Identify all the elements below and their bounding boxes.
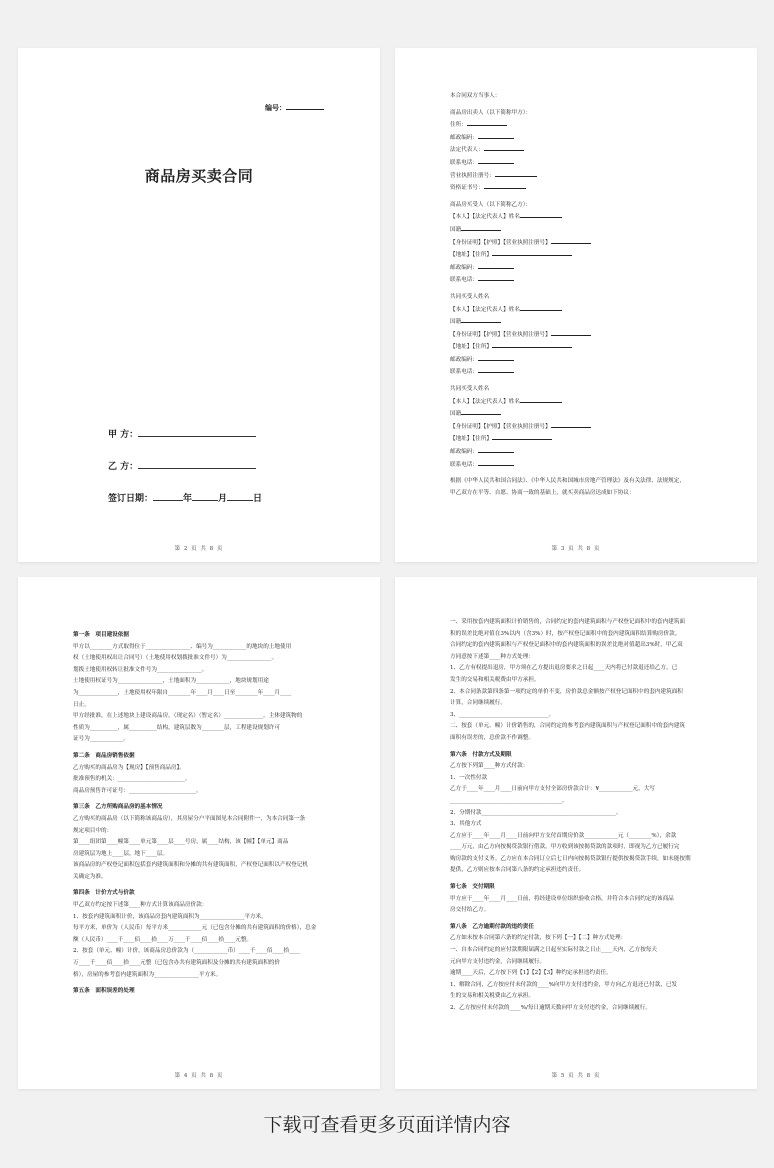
contract-line xyxy=(450,224,717,237)
page-footer: 第 4 页 共 8 页 xyxy=(174,1073,224,1079)
line-text: 每平方米，单价为（人民币）每平方米____________元（已包含分摊的共有建筑面积的价格），总金 xyxy=(73,925,317,932)
contract-line xyxy=(73,912,340,924)
line-text: 第五条 面积误差的处理 xyxy=(73,988,135,995)
article-heading xyxy=(450,750,717,762)
line-text: 二、按套（单元、幢）计价销售的，合同约定的参考套内建筑面积与产权登记面积中的套内建筑 xyxy=(450,723,685,730)
contract-line xyxy=(450,831,717,843)
line-text: 1、按套内建筑面积计价，该商品房套内建筑面积为________________平方米， xyxy=(73,913,267,920)
contract-title: 商品房买卖合同 xyxy=(144,167,254,185)
line-text: ________________________________________。 xyxy=(450,797,568,804)
contract-line xyxy=(450,773,717,785)
line-text: 提供，乙方则应按本合同第八条的约定承担违约责任。 xyxy=(450,867,585,874)
line-text: 国籍 xyxy=(450,411,462,418)
article-heading xyxy=(73,802,340,814)
contract-number: 编号： xyxy=(265,103,324,113)
blank-underline xyxy=(478,459,514,466)
contract-line xyxy=(450,262,717,275)
contract-line xyxy=(450,132,717,145)
contract-line xyxy=(73,860,340,872)
contract-line xyxy=(450,933,717,945)
contract-line xyxy=(450,200,717,212)
contract-line xyxy=(450,663,717,675)
page-footer: 第 3 页 共 8 页 xyxy=(551,546,601,552)
contract-line xyxy=(73,786,340,798)
party-a-field: 甲 方： xyxy=(108,427,256,440)
blank-underline xyxy=(484,182,526,189)
contract-line xyxy=(450,108,717,120)
contract-line xyxy=(450,329,717,342)
contract-line xyxy=(73,723,340,735)
contract-line xyxy=(73,872,340,884)
line-text: 土地使用权证号为________________，土地面积为____________，地块规划用途 xyxy=(73,678,269,685)
contract-line xyxy=(73,958,340,970)
articles-text xyxy=(450,617,717,1015)
line-text: 营业执照注册号： xyxy=(450,172,495,179)
line-text: 积的误差比绝对值在3%以内（含3%）时，按产权登记面积中的套内建筑面积结算购房价款。 xyxy=(450,630,681,637)
contract-line xyxy=(73,653,340,665)
contract-line xyxy=(450,865,717,877)
contract-line xyxy=(450,698,717,710)
contract-line xyxy=(73,688,340,700)
contract-line xyxy=(450,945,717,957)
contract-line xyxy=(450,652,717,664)
contract-line xyxy=(450,488,717,500)
contract-line xyxy=(450,170,717,183)
contract-line xyxy=(450,91,717,103)
parties-text xyxy=(450,91,717,499)
contract-line xyxy=(450,854,717,866)
contract-line xyxy=(450,237,717,250)
contract-line xyxy=(73,837,340,849)
contract-line xyxy=(73,900,340,912)
contract-line xyxy=(450,249,717,262)
contract-line xyxy=(450,433,717,446)
contract-line xyxy=(450,675,717,687)
line-text: 生的交易和相关税费由乙方承担。 xyxy=(450,993,534,1000)
articles-text xyxy=(73,630,340,998)
line-text: 邮政编码： xyxy=(450,134,478,141)
contract-line xyxy=(73,711,340,723)
line-text: 3、其他方式 xyxy=(450,821,482,828)
line-text: 房建筑层为地上____层，地下____层。 xyxy=(73,850,169,857)
line-text: 乙方按下列第____种方式付款： xyxy=(450,763,529,770)
contract-line xyxy=(450,292,717,304)
contract-page-articles-5-8 xyxy=(395,577,757,1089)
contract-line xyxy=(450,341,717,354)
contract-line xyxy=(450,384,717,396)
contract-line xyxy=(450,733,717,745)
line-text: 一、自本合同约定的应付款期限届满之日起至实际付款之日止____天内，乙方按每天 xyxy=(450,947,657,954)
contract-line xyxy=(73,923,340,935)
blank-underline xyxy=(495,170,537,177)
blank-underline xyxy=(520,211,562,218)
line-text: 国籍 xyxy=(450,226,462,233)
contract-line xyxy=(450,710,717,722)
line-text: 2、乙方按应付未付款的____%/每日逾期天数向甲方支付违约金，合同继续履行。 xyxy=(450,1005,651,1011)
page-footer: 第 2 页 共 8 页 xyxy=(174,546,224,552)
contract-line xyxy=(450,957,717,969)
line-text: 为______________，土地使用权年限自________年____月____日至________年____月____ xyxy=(73,689,292,696)
contract-line xyxy=(73,849,340,861)
blank-underline xyxy=(461,408,501,415)
line-text: 该商品房的产权登记面积包括套内建筑面积和分摊的共有建筑面积，产权登记面积以产权登记机 xyxy=(73,862,308,869)
line-text: 商品房买受人（以下简称乙方）： xyxy=(450,201,532,208)
line-text: 【地址】【住所】 xyxy=(450,252,492,259)
line-text: 计算，合同继续履行。 xyxy=(450,700,506,707)
line-text: 【身份证明】【护照】【营业执照注册号】 xyxy=(450,331,551,338)
line-text: 国籍 xyxy=(450,319,462,326)
contract-line xyxy=(450,446,717,459)
contract-line xyxy=(450,316,717,329)
line-text: 联系电话： xyxy=(450,159,478,166)
blank-underline xyxy=(467,119,507,126)
contract-line xyxy=(73,642,340,654)
line-text: 【本人】【法定代表人】姓名 xyxy=(450,214,520,221)
party-b-field: 乙 方： xyxy=(108,459,256,472)
line-text: 第六条 付款方式及期限 xyxy=(450,751,512,758)
line-text: 批准预售的机关：________________________。 xyxy=(73,776,191,783)
contract-line xyxy=(450,396,717,409)
blank-underline xyxy=(520,304,562,311)
contract-line xyxy=(450,157,717,170)
line-text: 【身份证明】【护照】【营业执照注册号】 xyxy=(450,423,551,430)
contract-line xyxy=(73,676,340,688)
contract-line xyxy=(450,687,717,699)
article-heading xyxy=(450,882,717,894)
contract-line xyxy=(450,905,717,917)
line-text: 关确定为准。 xyxy=(73,873,107,880)
line-text: 1、乙方有权提出退房，甲方须在乙方提出退房要求之日起____天内将已付款退还给乙方，已 xyxy=(450,665,678,672)
line-text: 第四条 计价方式与价款 xyxy=(73,890,135,897)
article-heading xyxy=(73,751,340,763)
blank-underline xyxy=(461,224,501,231)
contract-line xyxy=(450,366,717,379)
blank-underline xyxy=(551,237,591,244)
blank-underline xyxy=(520,396,562,403)
contract-line xyxy=(450,784,717,796)
contract-line xyxy=(450,968,717,980)
line-text: 2、按套（单元、幢）计价，该商品房总价款为（____________币）____千____佰____拾____ xyxy=(73,948,301,955)
line-text: ____万元，由乙方向按揭贷款银行借款，甲方收到该按揭贷款的款项时，即视为乙方已履行完 xyxy=(450,844,680,851)
blank-underline xyxy=(492,249,572,256)
line-text: 第三条 乙方所购商品房的基本情况 xyxy=(73,804,163,811)
blank-underline xyxy=(478,132,514,139)
line-text: 规定项目中的： xyxy=(73,827,113,834)
line-text: 根据《中华人民共和国合同法》、《中华人民共和国城市房地产管理法》及有关法律、法规规定， xyxy=(450,478,685,485)
contract-line xyxy=(450,640,717,652)
line-text: 1、解除合同，乙方按应付未付款的____%向甲方支付违约金，甲方向乙方退还已付款，已发 xyxy=(450,981,678,988)
article-heading xyxy=(450,922,717,934)
line-text: 【地址】【住所】 xyxy=(450,436,492,443)
contract-line xyxy=(450,808,717,820)
line-text: 邮政编码： xyxy=(450,356,478,363)
blank-underline xyxy=(492,341,572,348)
line-text: 逾期____天后，乙方按下列【1】【2】【3】种约定承担违约责任。 xyxy=(450,970,612,977)
line-text: 第七条 交付期限 xyxy=(450,884,495,891)
contract-line xyxy=(450,119,717,132)
line-text: 合同约定的套内建筑面积与产权登记面积中的套内建筑面积的误差比绝对值超出3%时，甲乙双 xyxy=(450,642,683,649)
line-text: 商品房出卖人（以下简称甲方）： xyxy=(450,109,532,116)
blank-underline xyxy=(478,354,514,361)
blank-underline xyxy=(492,433,552,440)
article-heading xyxy=(73,888,340,900)
line-text: 元向甲方支付违约金，合同继续履行。 xyxy=(450,958,546,965)
blank-underline xyxy=(478,366,514,373)
contract-line xyxy=(450,274,717,287)
blank-underline xyxy=(551,329,591,336)
contract-line xyxy=(450,721,717,733)
contract-line xyxy=(450,991,717,1003)
line-text: 1、一次性付款 xyxy=(450,774,488,781)
line-text: 甲方以________方式取得位于________________、编号为____________的地块的土地使用 xyxy=(73,643,292,650)
line-text: 乙方应于____年____月____日前向甲方支付首期房价款____________元（________%），余款 xyxy=(450,832,677,839)
line-text: 额（人民币）____千____佰____拾____万____千____佰____拾____元整。 xyxy=(73,936,253,943)
line-text: 万____千____佰____拾____元整（已包含办共有建筑面积及分摊的共有建筑面积的价 xyxy=(73,960,280,967)
line-text: 甲乙双方约定按下述第____种方式计算该商品房价款： xyxy=(73,902,208,909)
contract-line xyxy=(73,665,340,677)
contract-line xyxy=(450,842,717,854)
contract-line xyxy=(73,763,340,775)
line-text: 乙方购买的商品房（以下简称该商品房），其房屋分户平面图见本合同附件一，为本合同第一条 xyxy=(73,815,306,822)
line-text: 联系电话： xyxy=(450,277,478,284)
contract-line xyxy=(450,761,717,773)
contract-line xyxy=(73,935,340,947)
line-text: 第____组团第____幢第____单元第____层____号房，属____结构，该【幢】【单元】商品 xyxy=(73,839,289,846)
line-text: 【本人】【法定代表人】姓名 xyxy=(450,306,520,313)
line-text: 联系电话： xyxy=(450,461,478,468)
contract-page-articles-1-5 xyxy=(18,577,380,1089)
line-text: 发生的交易和相关税费由甲方承担。 xyxy=(450,676,540,683)
contract-line xyxy=(73,734,340,746)
contract-line xyxy=(450,304,717,317)
contract-line xyxy=(450,796,717,808)
line-text: 邮政编码： xyxy=(450,264,478,271)
line-text: 资格证书号： xyxy=(450,185,484,192)
blank-underline xyxy=(478,157,514,164)
contract-line xyxy=(450,617,717,629)
line-text: 法定代表人： xyxy=(450,147,484,154)
contract-line xyxy=(450,144,717,157)
line-text: 甲方经批准，在上述地块上建设商品房，（现定名）（暂定名）______________。主体建筑物的 xyxy=(73,713,303,720)
line-text: 第二条 商品房销售依据 xyxy=(73,752,135,759)
line-text: 共同买受人姓名 xyxy=(450,293,490,300)
contract-line xyxy=(450,819,717,831)
line-text: 【身份证明】【护照】【营业执照注册号】 xyxy=(450,239,551,246)
line-text: 第一条 项目建设依据 xyxy=(73,632,129,638)
blank-underline xyxy=(478,262,514,269)
line-text: 2、分期付款________________________________________________。 xyxy=(450,809,622,816)
line-text: 2、本合同条款第四条第一项约定的单价不变，房价款总金额按产权登记面积中的套内建筑面积 xyxy=(450,688,683,695)
line-text: 甲方应于____年____月____日前，将经建设单位组织验收合格，并符合本合同约定的该商品 xyxy=(450,895,674,902)
line-text: 购房款的支付义务。乙方应在本合同订立后七日内向按揭贷款银行提供按揭贷款手续，如未能按期 xyxy=(450,855,691,862)
contract-line xyxy=(73,970,340,982)
blank-underline xyxy=(484,144,524,151)
line-text: 共同买受人姓名 xyxy=(450,386,490,393)
contract-line xyxy=(73,774,340,786)
line-text: 甲乙双方在平等、自愿、协商一致的基础上，就买卖商品房达成如下协议： xyxy=(450,489,635,496)
contract-line xyxy=(450,211,717,224)
line-text: 证号为____________。 xyxy=(73,736,129,743)
line-text: 联系电话： xyxy=(450,369,478,376)
article-heading xyxy=(73,986,340,998)
line-text: 第八条 乙方逾期付款的违约责任 xyxy=(450,923,534,930)
line-text: 乙方于____年____月____日前向甲方支付全部房价款合计：¥____________元，大写 xyxy=(450,786,655,793)
line-text: 【本人】【法定代表人】姓名 xyxy=(450,398,520,405)
line-text: 乙方如未按本合同第六条的约定付款，按下列【一】【二】种方式处理： xyxy=(450,935,627,942)
sign-date-field: 签订日期： 年 月 日 xyxy=(108,494,263,504)
line-text: 格），房屋的参考套内建筑面积为________________平方米。 xyxy=(73,971,222,978)
contract-page-parties xyxy=(395,48,757,562)
blank-underline xyxy=(478,446,514,453)
contract-line xyxy=(450,182,717,195)
contract-line xyxy=(73,814,340,826)
line-text: 日止。 xyxy=(73,701,90,708)
article-heading xyxy=(73,630,340,642)
contract-line xyxy=(450,354,717,367)
contract-line xyxy=(450,1003,717,1015)
line-text: 方同意按下述第____种方式处理： xyxy=(450,653,534,660)
line-text: 面积有误差的，总价款不作调整。 xyxy=(450,734,534,741)
contract-line xyxy=(73,700,340,712)
line-text: 本合同双方当事人： xyxy=(450,93,501,99)
line-text: 房交付给乙方。 xyxy=(450,907,490,914)
contract-line xyxy=(450,459,717,472)
line-text: 一、采用按套内建筑面积计价销售的，合同约定的套内建筑面积与产权登记面积中的套内建筑面 xyxy=(450,619,685,625)
contract-line xyxy=(450,629,717,641)
blank-underline xyxy=(461,316,501,323)
blank-underline xyxy=(478,274,514,281)
line-text: 乙方购买的商品房为【现房】【预售商品房】。 xyxy=(73,764,185,771)
line-text: 权（土地使用权出让合同号）（土地使用权划拨批准文件号）为________________。 xyxy=(73,655,278,662)
download-caption: 下载可查看更多页面详情内容 xyxy=(263,1114,511,1136)
blank-underline xyxy=(551,421,591,428)
line-text: 3、________________________________。 xyxy=(450,711,555,718)
contract-line xyxy=(450,894,717,906)
contract-line xyxy=(73,946,340,958)
contract-line xyxy=(450,980,717,992)
line-text: 性质为__________，属__________结构，建筑层数为________层，工程建设规划许可 xyxy=(73,724,280,731)
contract-line xyxy=(450,476,717,488)
contract-page-cover xyxy=(18,48,380,562)
line-text: 邮政编码： xyxy=(450,449,478,456)
contract-line xyxy=(450,408,717,421)
line-text: 住所： xyxy=(450,122,467,129)
line-text: 【地址】【住所】 xyxy=(450,344,492,351)
line-text: 划拨土地使用权转让批准文件号为________________。 xyxy=(73,666,208,673)
contract-line xyxy=(450,421,717,434)
line-text: 商品房预售许可证号：________________________。 xyxy=(73,787,202,794)
page-footer: 第 5 页 共 8 页 xyxy=(551,1073,601,1079)
contract-line xyxy=(73,826,340,838)
